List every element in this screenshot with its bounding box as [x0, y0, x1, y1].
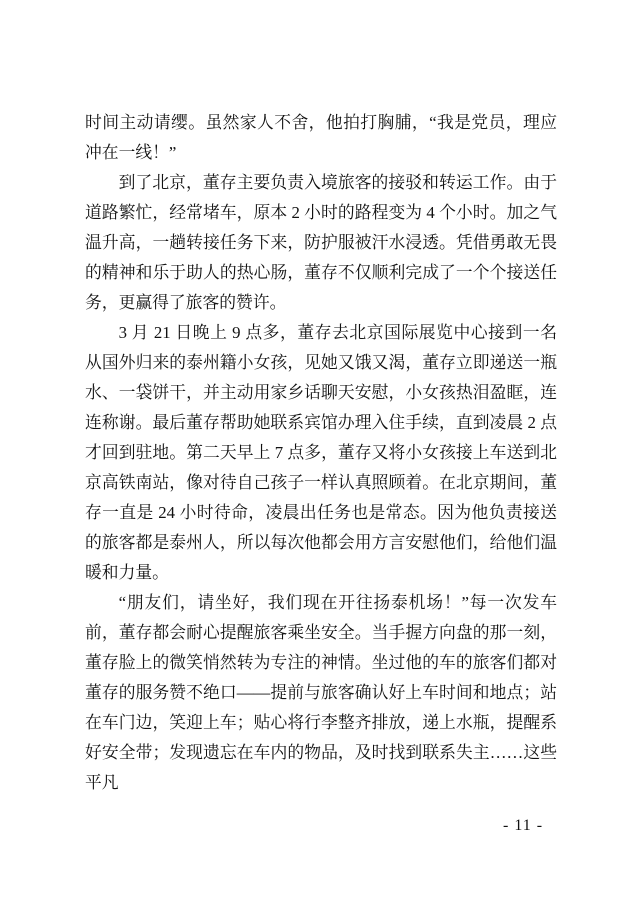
page-number: - 11 -	[503, 817, 544, 834]
document-body-text	[85, 108, 557, 798]
paragraph-4: “朋友们，请坐好，我们现在开往扬泰机场！”每一次发车前，董存都会耐心提醒旅客乘坐安全。当手握方向盘的那一刻，董存脸上的微笑悄然转为专注的神情。坐过他的车的旅客们都对董存的服务赞不绝口——提前与旅客确认好上车时间和地点；站在车门边，笑迎上车；贴心将行李整齐排放，递上水瓶，提醒系好安全带；发现遗忘在车内的物品，及时找到联系失主……这些平凡	[85, 593, 557, 792]
paragraph-1: 时间主动请缨。虽然家人不舍，他拍打胸脯，“我是党员，理应冲在一线！”	[85, 113, 557, 162]
paragraph-3: 3 月 21 日晚上 9 点多，董存去北京国际展览中心接到一名从国外归来的泰州籍小女孩，见她又饿又渴，董存立即递送一瓶水、一袋饼干，并主动用家乡话聊天安慰，小女孩热泪盈眶，连连称谢。最后董存帮助她联系宾馆办理入住手续，直到凌晨 2 点才回到驻地。第二天早上 7 点多，董存又将小女孩接上车送到北京高铁南站，像对待自己孩子一样认真照顾着。在北京期间，董存一直是 24 小时待命，凌晨出任务也是常态。因为他负责接送的旅客都是泰州人，所以每次他都会用方言安慰他们，给他们温暖和力量。	[85, 323, 557, 582]
paragraph-2: 到了北京，董存主要负责入境旅客的接驳和转运工作。由于道路繁忙，经常堵车，原本 2 小时的路程变为 4 个小时。加之气温升高，一趟转接任务下来，防护服被汗水浸透。凭借勇敢无畏的精神和乐于助人的热心肠，董存不仅顺利完成了一个个接送任务，更赢得了旅客的赞许。	[85, 173, 557, 312]
